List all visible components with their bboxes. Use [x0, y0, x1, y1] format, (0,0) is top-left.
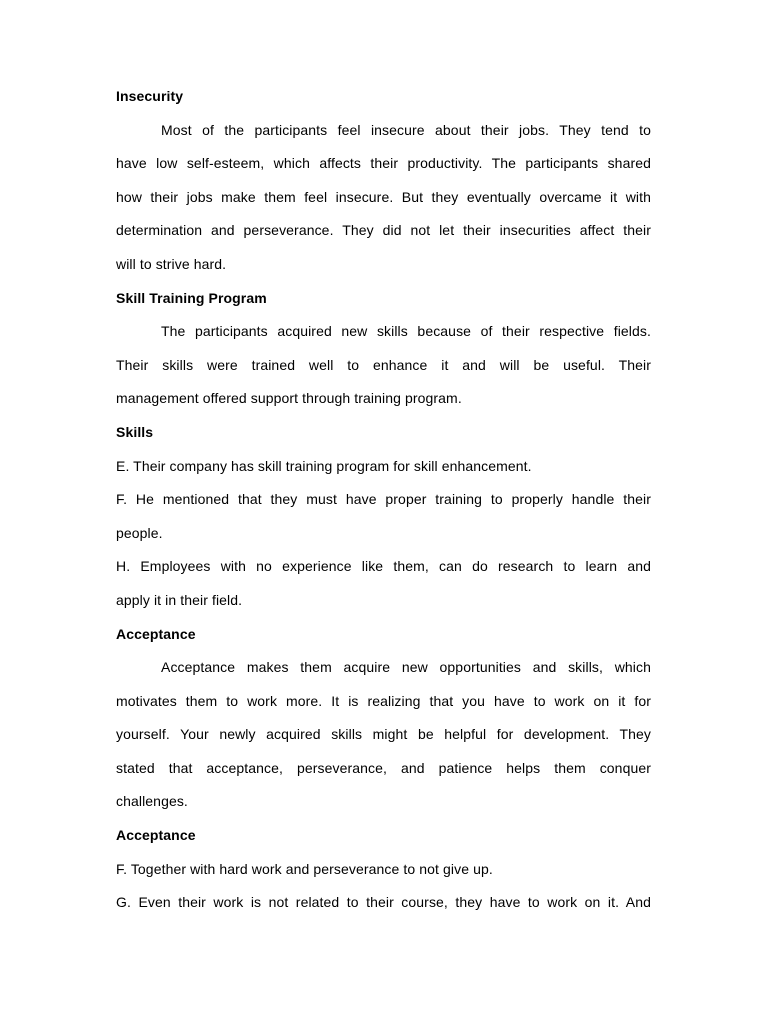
paragraph-line: challenges.: [116, 793, 188, 810]
list-item-line: E. Their company has skill training program for skill enhancement.: [116, 457, 532, 474]
paragraph-line: stated that acceptance, perseverance, and patience helps them conquer: [116, 759, 651, 776]
paragraph-line: Their skills were trained well to enhance it and will be useful. Their: [116, 356, 651, 373]
document-page: [116, 85, 651, 925]
paragraph-line: management offered support through training program.: [116, 390, 462, 407]
section-heading-acceptance: Acceptance: [116, 827, 196, 844]
list-item-line: people.: [116, 524, 163, 541]
section-heading-skills: Skills: [116, 423, 154, 440]
paragraph-line: The participants acquired new skills because of their respective fields.: [161, 323, 651, 340]
list-item-line: H. Employees with no experience like them, can do research to learn and: [116, 558, 651, 575]
list-item-line: G. Even their work is not related to their course, they have to work on it. And: [116, 894, 651, 911]
section-heading-skill-training-program: Skill Training Program: [116, 289, 267, 306]
paragraph-line: determination and perseverance. They did not let their insecurities affect their: [116, 222, 651, 239]
paragraph-line: have low self-esteem, which affects their productivity. The participants shared: [116, 155, 651, 172]
paragraph-line: motivates them to work more. It is realizing that you have to work on it for: [116, 692, 651, 709]
list-item-line: apply it in their field.: [116, 591, 243, 608]
list-item-line: F. Together with hard work and perseverance to not give up.: [116, 860, 493, 877]
paragraph-line: how their jobs make them feel insecure. But they eventually overcame it with: [116, 188, 651, 205]
paragraph-line: yourself. Your newly acquired skills might be helpful for development. They: [116, 726, 651, 743]
paragraph-line: Most of the participants feel insecure about their jobs. They tend to: [161, 121, 651, 138]
section-heading-insecurity: Insecurity: [116, 88, 184, 104]
paragraph-line: will to strive hard.: [116, 255, 227, 272]
list-item-line: F. He mentioned that they must have proper training to properly handle their: [116, 491, 651, 508]
section-heading-acceptance: Acceptance: [116, 625, 196, 642]
paragraph-line: Acceptance makes them acquire new opportunities and skills, which: [161, 659, 651, 676]
